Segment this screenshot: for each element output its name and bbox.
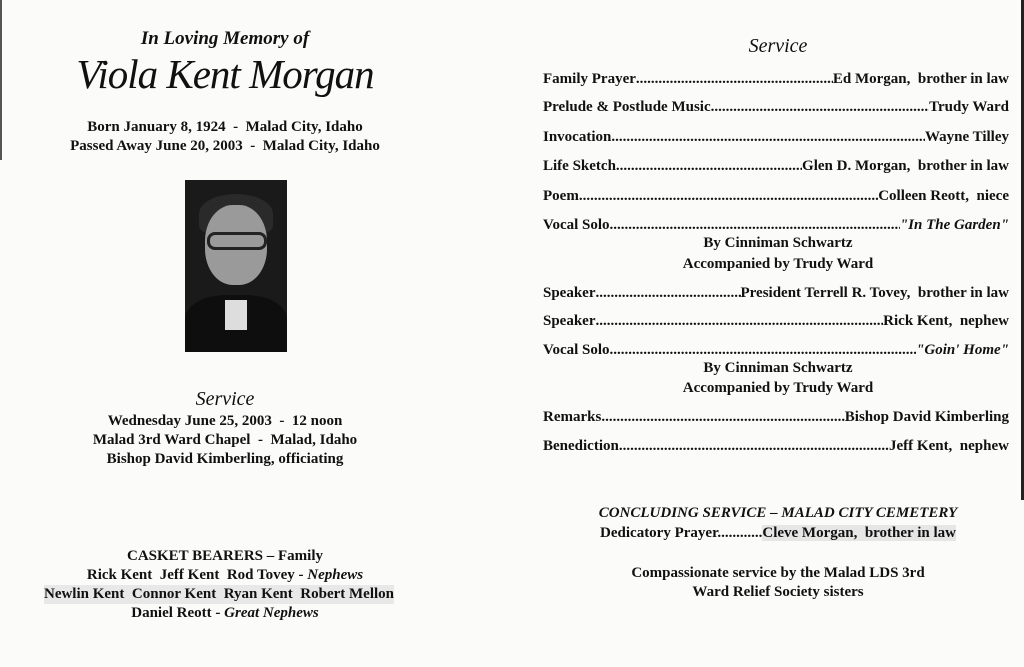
item-value: Jeff Kent, nephew [889,438,1009,454]
program-item [543,438,1009,455]
program-item [543,342,1009,359]
note-line: Compassionate service by the Malad LDS 3rd [631,565,925,581]
passed-line: Passed Away June 20, 2003 - Malad City, Idaho [70,138,380,154]
program-item [543,313,1009,330]
program-item [543,409,1009,426]
service-details [0,412,450,469]
service-location: Malad 3rd Ward Chapel - Malad, Idaho [92,432,358,448]
concluding-title: CONCLUDING SERVICE – MALAD CITY CEMETERY [598,505,958,521]
casket-line: Newlin Kent Connor Kent Ryan Kent Robert Mellon [43,586,395,602]
item-label: Vocal Solo [543,342,610,358]
casket-title: CASKET BEARERS – Family [126,548,323,564]
solo-performer: By Cinniman Schwartz [703,235,853,251]
item-value: Trudy Ward [929,99,1009,115]
bearers-names: Daniel Reott - [131,605,225,621]
program-item [543,71,1009,88]
program-item [543,285,1009,302]
item-label: Life Sketch [543,158,616,174]
life-dates [0,118,450,156]
program-item [543,129,1009,146]
dot-leader: ............ [717,525,763,541]
item-value: Rick Kent, nephew [883,313,1009,329]
item-label: Dedicatory Prayer [600,525,718,541]
item-value: "In The Garden" [899,217,1009,233]
born-line: Born January 8, 1924 - Malad City, Idaho [87,119,363,135]
item-label: Speaker [543,285,596,301]
program-item [543,217,1009,234]
deceased-name: Viola Kent Morgan [76,51,374,97]
casket-bearers [0,547,450,623]
solo-performer: By Cinniman Schwartz [703,360,853,376]
bearers-role: Great Nephews [224,605,319,621]
program-item [543,188,1009,205]
memorial-heading: In Loving Memory of [140,28,310,49]
bearers-role: Nephews [307,567,364,583]
item-label: Remarks [543,409,602,425]
item-value: Wayne Tilley [924,129,1009,145]
solo-accompanist: Accompanied by Trudy Ward [682,380,874,396]
program-item [543,158,1009,175]
item-value: President Terrell R. Tovey, brother in law [740,285,1009,301]
item-value: Glen D. Morgan, brother in law [802,158,1009,174]
service-title: Service [195,388,255,410]
program-title: Service [748,35,808,57]
casket-line [0,604,450,623]
portrait-photo [185,180,287,352]
note-line: Ward Relief Society sisters [692,584,864,600]
item-label: Invocation [543,129,612,145]
item-label: Family Prayer [543,71,636,87]
item-value: Bishop David Kimberling [844,409,1009,425]
casket-line [0,566,450,585]
item-value: Ed Morgan, brother in law [832,71,1009,87]
item-value: Cleve Morgan, brother in law [762,525,956,541]
bearers-names: Rick Kent Jeff Kent Rod Tovey - [86,567,308,583]
program-item [543,99,1009,116]
item-label: Poem [543,188,579,204]
item-label: Prelude & Postlude Music [543,99,711,115]
service-officiant: Bishop David Kimberling, officiating [106,451,344,467]
item-value: "Goin' Home" [916,342,1009,358]
relief-society-note [543,564,1013,602]
dedicatory-prayer [543,524,1013,543]
service-date: Wednesday June 25, 2003 - 12 noon [107,413,343,429]
item-label: Vocal Solo [543,217,610,233]
solo-accompanist: Accompanied by Trudy Ward [682,256,874,272]
item-value: Colleen Reott, niece [878,188,1009,204]
item-label: Benediction [543,438,619,454]
item-label: Speaker [543,313,596,329]
